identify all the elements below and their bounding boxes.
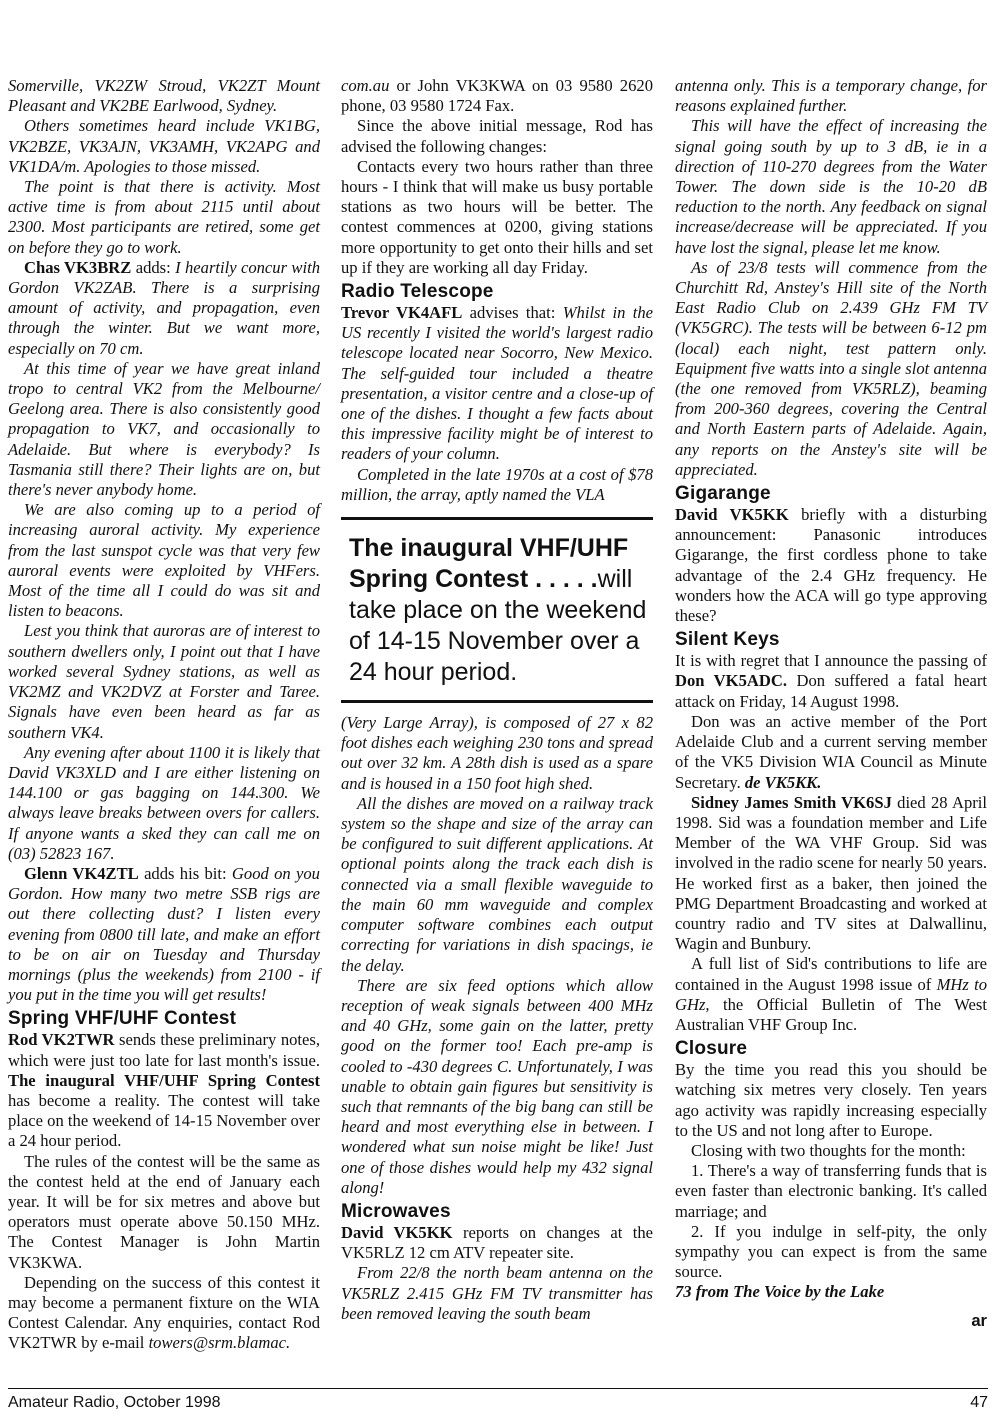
pull-quote-text	[349, 533, 647, 688]
paragraph: 1. There's a way of transferring funds that is even faster than electronic banking. It's called marriage; and	[675, 1161, 987, 1221]
text: A full list of Sid's contributions to life are contained in the August 1998 issue of	[675, 954, 987, 994]
callsign: Trevor VK4AFL	[341, 303, 463, 323]
paragraph: Lest you think that auroras are of interest to southern dwellers only, I point out that I have worked several Sydney stations, as well as VK2MZ and VK2DVZ at Forster and Taree. Signals have even been heard as far as southern VK4.	[8, 621, 320, 742]
callsign: Chas VK3BRZ	[24, 257, 132, 277]
quote: Whilst in the US recently I visited the world's largest radio telescope located near Socorro, New Mexico. The self-guided tour included a theatre presentation, a visitor centre and a close-up of one of the dishes. I thought a few facts about this impressive facility might be of interest to readers of your column.	[341, 303, 653, 464]
end-mark: ar	[971, 1310, 987, 1330]
paragraph: The point is that there is activity. Most active time is from about 2115 until about 2300. Most participants are retired, some get on before they go to work.	[8, 177, 320, 257]
paragraph: Closing with two thoughts for the month:	[691, 1140, 966, 1160]
text: sends these preliminary notes, which were just too late for last month's issue.	[8, 1030, 320, 1070]
paragraph: As of 23/8 tests will commence from the Churchitt Rd, Anstey's Hill site of the North East Radio Club on 2.439 GHz FM TV (VK5GRC). The tests will be between 6-12 pm (local) each night, test pattern only. Equipment five watts into a single slot antenna (the one removed from VK5RLZ), beaming from 200-360 degrees, covering the Central and North Eastern parts of Adelaide. Again, any reports on the Anstey's site will be appreciated.	[675, 257, 987, 479]
paragraph: (Very Large Array), is composed of 27 x 82 foot dishes each weighing 230 tons and spread out over 32 km. A 28th dish is used as a spare and is housed in a 150 foot high shed.	[341, 713, 653, 793]
pull-quote-rest: will take place on the weekend of 14-15 November over a 24 hour period.	[349, 565, 647, 687]
paragraph: Since the above initial message, Rod has advised the following changes:	[341, 116, 653, 156]
paragraph	[8, 1030, 320, 1151]
paragraph	[675, 505, 987, 626]
paragraph: We are also coming up to a period of increasing auroral activity. My experience from the last sunspot cycle was that very few auroral events were exploited by VHFers. Most of the time all I could do was sit and listen to beacons.	[8, 500, 320, 621]
text: adds:	[131, 257, 176, 277]
section-heading-silent-keys: Silent Keys	[675, 629, 780, 651]
text: died 28 April 1998. Sid was a foundation member and Life Member of the WA VHF Group. Sid was involved in the radio scene for nearly 50 years. He worked first as a baker, then joined the PMG Department Broadcasting and worked at country radio and TV sites at Dalwallinu, Wagin and Bunbury.	[675, 792, 987, 954]
paragraph: This will have the effect of increasing the signal going south by up to 3 dB, ie in a direction of 110-270 degrees from the Water Tower. The down side is the 10-20 dB reduction to the north. Any feedback on signal increase/decrease will be appreciated. If you have lost the signal, please let me know.	[675, 116, 987, 257]
magazine-title: MHz to GHz,	[675, 974, 987, 1014]
callsign: Sidney James Smith VK6SJ	[691, 792, 892, 812]
paragraph	[675, 954, 987, 1035]
paragraph: Contacts every two hours rather than three hours - I think that will make us busy portable stations as two hours will be better. The contest commences at 0200, giving stations more opportunity to get onto their hills and set up if they are working all day Friday.	[341, 156, 653, 277]
quote: Good on you Gordon. How many two metre SSB rigs are out there collecting dust? I listen every evening from 0800 till late, and make an effort to be on air on Tuesday and Thursday mornings (plus the weekends) from 2100 - if you put in the time you will get results!	[8, 863, 320, 1005]
text: has become a reality. The contest will take place on the weekend of 14-15 November over a 24 hour period.	[8, 1090, 320, 1151]
pull-quote-bold: The inaugural VHF/UHF Spring Contest . . . . .	[349, 534, 629, 594]
text: It is with regret that I announce the passing of	[675, 651, 987, 671]
paragraph: Somerville, VK2ZW Stroud, VK2ZT Mount Pleasant and VK2BE Earlwood, Sydney.	[8, 76, 320, 116]
paragraph: There are six feed options which allow reception of weak signals between 400 MHz and 40 GHz, some gain on the latter, pretty good on the former too! Each pre-amp is cooled to -430 degrees C. Unfortunately, I was unable to obtain gain figures but sensitivity is such that remnants of the big bang can still be heard and most everything else in between. I wondered what sun noise might be like! Just one of those dishes would help my 432 signal along!	[341, 975, 653, 1197]
text: Don was an active member of the Port Adelaide Club and a current serving member of the VK5 Division WIA Council as Minute Secretary.	[675, 711, 987, 792]
pull-quote-box	[341, 517, 653, 703]
column-3	[675, 76, 987, 1331]
paragraph: At this time of year we have great inland tropo to central VK2 from the Melbourne/ Geelong area. There is also consistently good propagation to VK7, and occasionally to Adelaide. But where is everybody? Is Tasmania still there? Their lights are on, but there's never anybody home.	[8, 358, 320, 500]
text: the Official Bulletin of The West Australian VHF Group Inc.	[675, 994, 987, 1034]
section-heading-gigarange: Gigarange	[675, 483, 771, 505]
paragraph	[675, 712, 987, 793]
paragraph: Any evening after about 1100 it is likely that David VK3XLD and I are either listening on 144.100 or gas bagging on 144.300. We always leave breaks between overs for callers. If anyone wants a sked they can call me on (03) 52823 167.	[8, 742, 320, 863]
callsign: Glenn VK4ZTL	[24, 863, 139, 883]
text: briefly with a disturbing announcement: Panasonic introduces Gigarange, the first cordless phone to take advantage of the 2.4 GHz frequency. He wonders how the ACA will go type approving these?	[675, 505, 987, 626]
section-heading-radio-telescope: Radio Telescope	[341, 281, 494, 303]
paragraph	[8, 258, 320, 359]
text-bold: The inaugural VHF/UHF Spring Contest	[8, 1070, 320, 1090]
text: Depending on the success of this contest it may become a permanent fixture on the WIA Contest Calendar. Any enquiries, contact Rod VK2TWR by e-mail	[8, 1272, 320, 1353]
paragraph	[675, 793, 987, 955]
callsign: David VK5KK	[675, 505, 789, 525]
callsign: David VK5KK	[341, 1222, 453, 1242]
email: com.au	[341, 76, 390, 95]
paragraph	[341, 1223, 653, 1263]
paragraph	[8, 1273, 320, 1354]
paragraph	[341, 76, 653, 116]
text: adds his bit:	[138, 863, 232, 883]
paragraph: Others sometimes heard include VK1BG, VK2BZE, VK3AJN, VK3AMH, VK2APG and VK1DA/m. Apologies to those missed.	[8, 116, 320, 176]
text: reports on changes at the VK5RLZ 12 cm ATV repeater site.	[341, 1222, 653, 1263]
section-heading-microwaves: Microwaves	[341, 1200, 451, 1222]
paragraph: antenna only. This is a temporary change, for reasons explained further.	[675, 76, 987, 116]
paragraph	[675, 651, 987, 712]
section-heading-closure: Closure	[675, 1038, 748, 1060]
text: Don suffered a fatal heart attack on Friday, 14 August 1998.	[675, 671, 987, 711]
callsign: Rod VK2TWR	[8, 1030, 115, 1050]
paragraph: All the dishes are moved on a railway track system so the shape and size of the array can be configured to suit different applications. At optional points along the track each dish is connected via a small flexible waveguide to the main 60 mm waveguide and complex computer software combines each output correcting for variations in dish spacings, ie the delay.	[341, 793, 653, 975]
column-2	[341, 76, 653, 1324]
paragraph: From 22/8 the north beam antenna on the VK5RLZ 2.415 GHz FM TV transmitter has been removed leaving the south beam	[341, 1263, 653, 1323]
email: towers@srm.blamac.	[148, 1333, 291, 1353]
page-number: 47	[970, 1394, 988, 1411]
publication-info: Amateur Radio, October 1998	[8, 1394, 221, 1411]
paragraph	[8, 864, 320, 1005]
paragraph	[341, 303, 653, 465]
page-footer	[8, 1388, 988, 1412]
column-1	[8, 76, 320, 1354]
quote: I heartily concur with Gordon VK2ZAB. There is a surprising amount of activity, and propagation, even through the winter. But we want more, especially on 70 cm.	[8, 257, 321, 358]
paragraph: The rules of the contest will be the same as the contest held at the end of January each year. It will be for six metres and above but operators must operate above 50.150 MHz. The Contest Manager is John Martin VK3KWA.	[8, 1151, 320, 1272]
section-heading-spring-contest: Spring VHF/UHF Contest	[8, 1008, 237, 1030]
signoff: de VK5KK.	[744, 772, 822, 792]
callsign: Don VK5ADC.	[675, 671, 787, 691]
paragraph: Completed in the late 1970s at a cost of $78 million, the array, aptly named the VLA	[341, 464, 653, 504]
text: or John VK3KWA on 03 9580 2620 phone, 03 9580 1724 Fax.	[341, 76, 653, 116]
paragraph: 2. If you indulge in self-pity, the only sympathy you can expect is from the same source.	[675, 1221, 987, 1282]
text: advises that:	[462, 303, 563, 323]
paragraph: By the time you read this you should be watching six metres very closely. Ten years ago activity was rapidly increasing especially to the US and not long after to Europe.	[675, 1060, 987, 1140]
signoff: 73 from The Voice by the Lake	[675, 1282, 885, 1302]
